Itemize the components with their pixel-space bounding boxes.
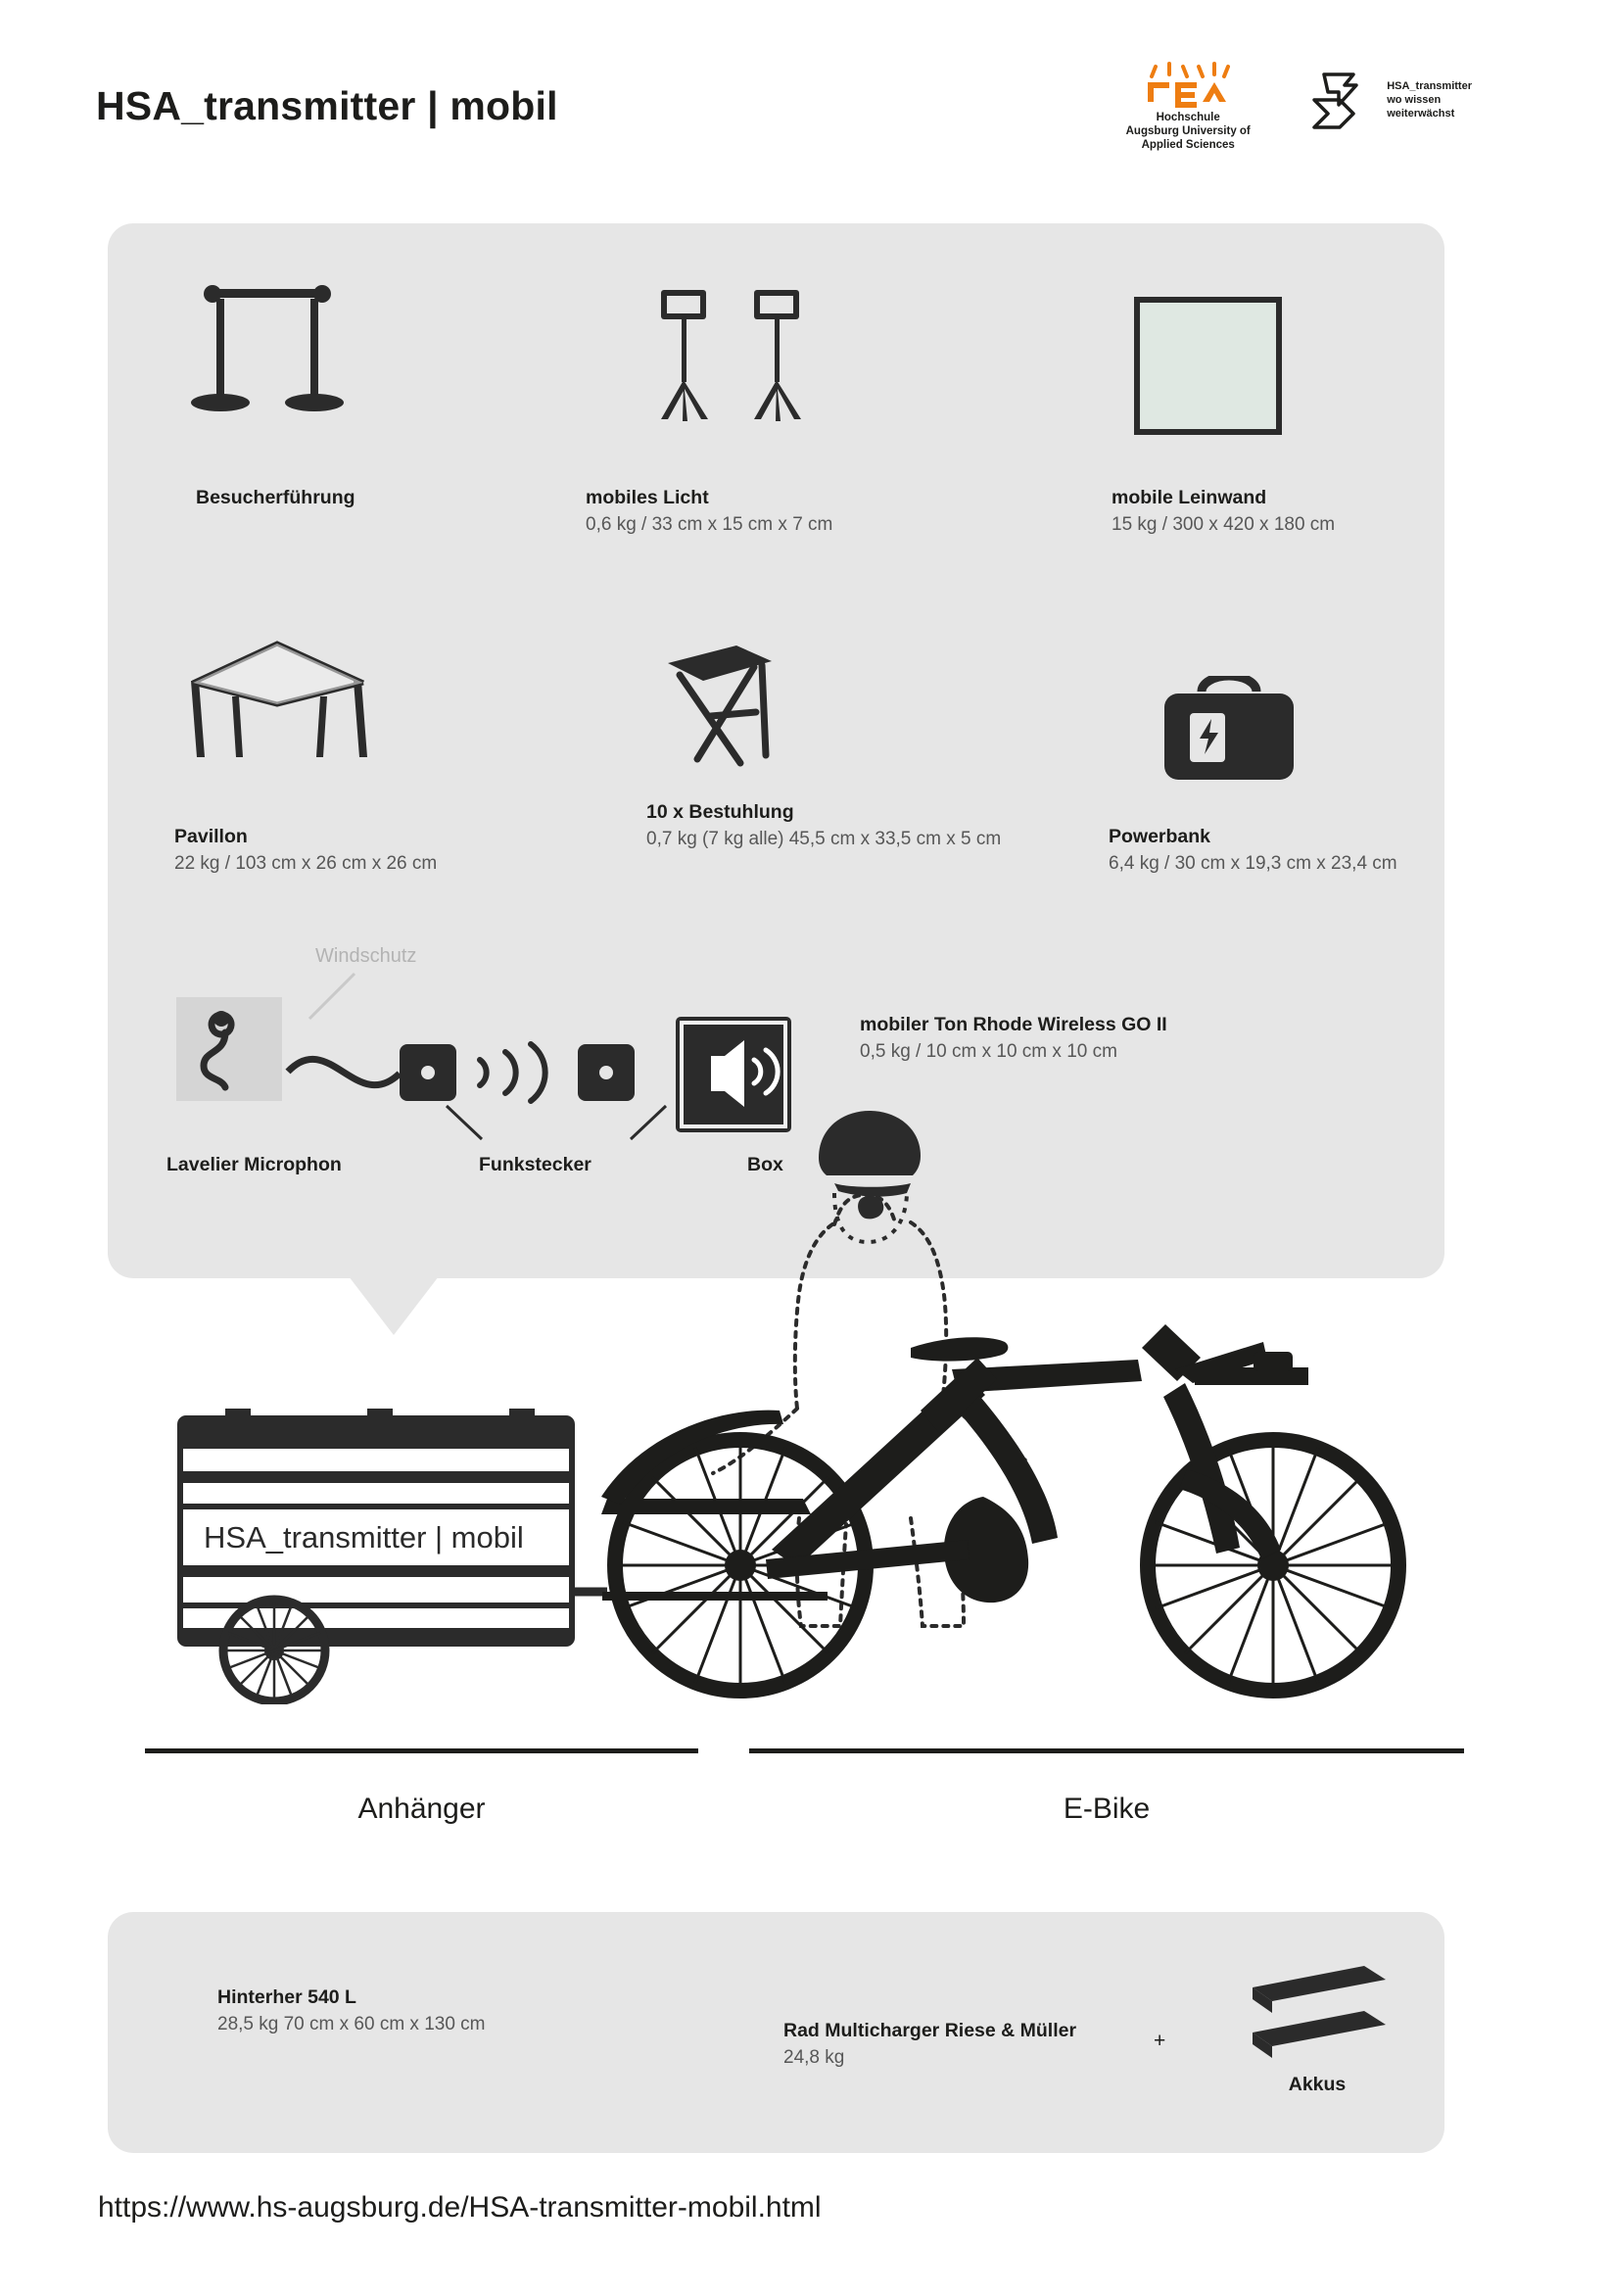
transmitter-logo-line3: weiterwächst [1387,108,1455,120]
page-title: HSA_transmitter | mobil [96,83,558,128]
powerbank-spec: 6,4 kg / 30 cm x 19,3 cm x 23,4 cm [1109,853,1397,874]
panel-speech-tail [349,1276,439,1335]
bike-caption: E-Bike [1063,1793,1151,1825]
trailer-caption: Anhänger [357,1793,486,1825]
battery-label: Akkus [1288,2074,1347,2095]
transmitter-arrow-icon [1301,61,1379,139]
footer-url[interactable]: https://www.hs-augsburg.de/HSA-transmitter-mobil.html [98,2191,822,2224]
equipment-item-pavilion [171,632,406,769]
pavilion-spec: 22 kg / 103 cm x 26 cm x 26 cm [174,853,438,874]
audio-label-group [860,1014,1167,1063]
hsa-logo-line3: Applied Sciences [1141,139,1235,152]
pavilion-label: Pavillon [174,826,248,847]
bottom-trailer-spec: 28,5 kg 70 cm x 60 cm x 130 cm [217,2014,486,2034]
bottom-trailer-info [217,1986,486,2035]
barrier-post-icon [191,279,367,436]
plus-sign: + [1154,2030,1166,2052]
box-label: Box [747,1154,783,1175]
microphone-label: Lavelier Microphon [166,1154,342,1175]
mobile-light-icon [641,282,847,439]
powerbank-label: Powerbank [1109,826,1211,847]
powerbank-icon [1151,676,1307,803]
equipment-item-powerbank [1151,676,1307,803]
battery-pack-icon [1229,1954,1405,2072]
chair-spec: 0,7 kg (7 kg alle) 45,5 cm x 33,5 cm x 5 cm [646,829,1002,849]
transmitter-logo-line2: wo wissen [1387,93,1442,106]
battery-illustration [1229,1954,1405,2072]
logo-group [1105,61,1472,152]
transmitter-logo-line1: HSA_transmitter [1387,79,1472,92]
mobile-screen-icon [1131,294,1288,441]
bottom-trailer-label: Hinterher 540 L [217,1986,356,2008]
hsa-logo [1105,61,1271,152]
hsa-transmitter-logo [1301,61,1472,139]
chair-label: 10 x Bestuhlung [646,801,794,823]
screen-spec: 15 kg / 300 x 420 x 180 cm [1112,514,1336,535]
pavilion-icon [171,632,406,769]
transmitter-logo-text [1387,79,1472,121]
ebike-rider-illustration [588,1107,1469,1744]
bike-underline [749,1748,1464,1753]
equipment-label-powerbank [1109,826,1397,875]
bottom-bike-spec: 24,8 kg [783,2047,845,2068]
trailer-underline [145,1748,698,1753]
equipment-item-barrier [191,279,367,436]
light-label: mobiles Licht [586,487,709,508]
funkstecker-label: Funkstecker [479,1154,592,1175]
screen-label: mobile Leinwand [1112,487,1267,508]
equipment-label-screen [1112,487,1335,536]
bottom-bike-label: Rad Multicharger Riese & Müller [783,2020,1077,2041]
hsa-logo-text [1105,111,1271,152]
equipment-label-barrier [196,487,355,509]
trailer-illustration [166,1401,607,1704]
audio-title: mobiler Ton Rhode Wireless GO II [860,1014,1167,1035]
equipment-item-light [641,282,847,439]
light-spec: 0,6 kg / 33 cm x 15 cm x 7 cm [586,514,833,535]
barrier-label: Besucherführung [196,487,355,508]
trailer-hitch-bar [602,1592,828,1601]
hsa-logo-icon [1105,61,1271,108]
equipment-label-light [586,487,832,536]
folding-chair-icon [646,632,823,779]
trailer-badge-text: HSA_transmitter | mobil [204,1520,524,1555]
equipment-label-chair [646,801,1001,850]
hsa-logo-line1: Hochschule [1156,112,1220,123]
audio-label-microphone [166,1154,342,1176]
audio-spec: 0,5 kg / 10 cm x 10 cm x 10 cm [860,1041,1117,1062]
hsa-logo-line2: Augsburg University of [1125,125,1251,138]
equipment-item-chair [646,632,823,779]
funkstecker-leader-line [441,1102,499,1146]
audio-label-funkstecker [479,1154,592,1176]
equipment-label-pavilion [174,826,437,875]
windschutz-label: Windschutz [315,945,417,967]
equipment-item-screen [1131,294,1288,441]
bottom-bike-info [783,2020,1076,2069]
